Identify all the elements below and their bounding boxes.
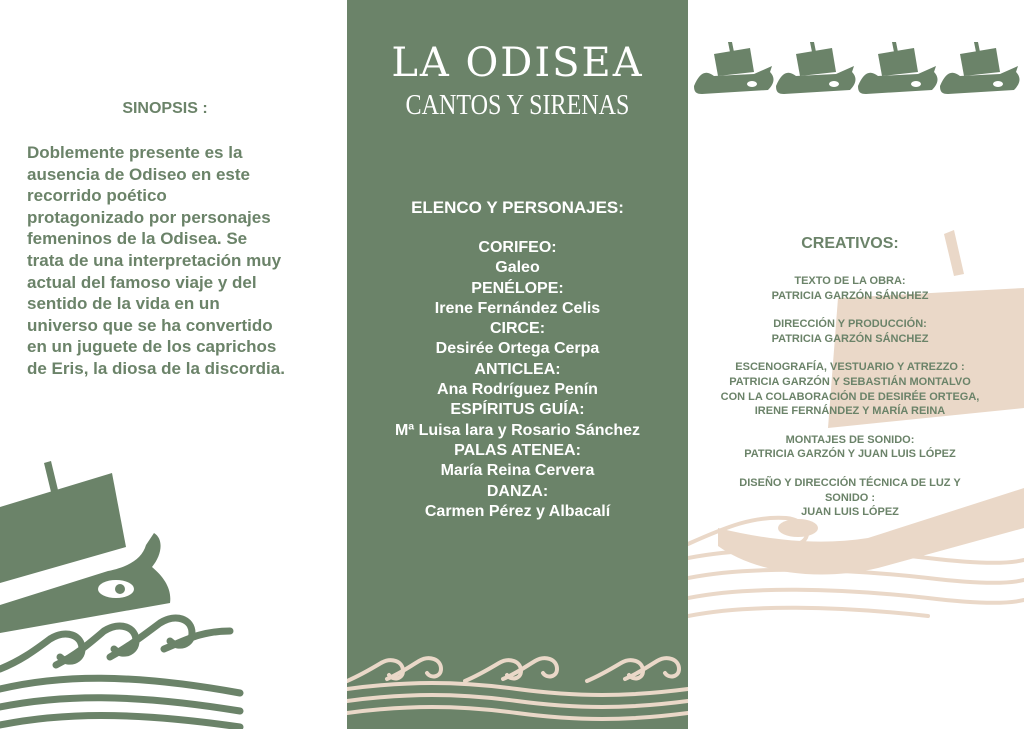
- sinopsis-line: sentido de la vida en un: [27, 294, 220, 314]
- credit-line: DIRECCIÓN Y PRODUCCIÓN:: [773, 318, 927, 331]
- cast-role: PALAS ATENEA:: [454, 441, 581, 459]
- credit-line: MONTAJES DE SONIDO:: [785, 433, 915, 446]
- credit-line: PATRICIA GARZÓN Y SEBASTIÁN MONTALVO: [729, 375, 971, 388]
- sinopsis-line: de Eris, la diosa de la discordia.: [27, 358, 285, 378]
- cast-role: CIRCE:: [489, 320, 546, 338]
- cast-role: ANTICLEA:: [474, 360, 561, 378]
- credit-line: DISEÑO Y DIRECCIÓN TÉCNICA DE LUZ Y: [739, 476, 961, 489]
- sinopsis-text: [27, 142, 319, 380]
- credit-block: [688, 476, 1012, 520]
- sinopsis-line: en un juguete de los caprichos: [27, 337, 277, 357]
- cast-actor: Carmen Pérez y Albacalí: [424, 502, 611, 520]
- credit-line: JUAN LUIS LÓPEZ: [801, 506, 899, 519]
- sinopsis-line: trata de una interpretación muy: [27, 250, 282, 270]
- sinopsis-line: protagonizado por personajes: [27, 207, 271, 227]
- sinopsis-line: universo que se ha convertido: [27, 315, 273, 335]
- credit-line: IRENE FERNÁNDEZ Y MARÍA REINA: [754, 405, 946, 418]
- credit-line: CON LA COLABORACIÓN DE DESIRÉE ORTEGA,: [720, 390, 980, 403]
- ship-icon: [940, 42, 1020, 94]
- cast-actor: Mª Luisa lara y Rosario Sánchez: [394, 421, 641, 439]
- cast-role: ESPÍRITUS GUÍA:: [450, 401, 585, 419]
- wave-pattern: [347, 655, 688, 729]
- cast-actor: Ana Rodríguez Penín: [437, 381, 598, 399]
- credit-line: TEXTO DE LA OBRA:: [794, 275, 906, 287]
- ships-row: [694, 42, 1024, 100]
- credit-line: PATRICIA GARZÓN Y JUAN LUIS LÓPEZ: [744, 448, 956, 461]
- sinopsis-title: SINOPSIS :: [122, 100, 208, 117]
- ship-icon: [776, 42, 856, 94]
- cast-actor: María Reina Cervera: [440, 462, 595, 480]
- center-panel: [347, 0, 688, 729]
- creativos-title: CREATIVOS:: [801, 235, 899, 252]
- cast-actor: Irene Fernández Celis: [434, 299, 601, 317]
- cast-role: DANZA:: [486, 482, 549, 500]
- cast-actor: Galeo: [495, 259, 540, 277]
- page-subtitle: CANTOS Y SIRENAS: [405, 90, 630, 121]
- credit-block: [688, 433, 1012, 462]
- sinopsis-line: femeninos de la Odisea. Se: [27, 229, 248, 249]
- credit-line: PATRICIA GARZÓN SÁNCHEZ: [771, 289, 929, 302]
- cast-actor: Desirée Ortega Cerpa: [435, 340, 600, 358]
- ship-icon: [858, 42, 938, 94]
- ship-icon: [0, 455, 250, 729]
- cast-list: [347, 238, 688, 522]
- page-title: LA ODISEA: [391, 40, 644, 86]
- sinopsis-line: ausencia de Odiseo en este: [27, 164, 250, 184]
- credit-line: SONIDO :: [824, 491, 876, 504]
- credit-block: [688, 360, 1012, 418]
- cast-title: ELENCO Y PERSONAJES:: [411, 198, 624, 217]
- sinopsis-line: recorrido poético: [27, 186, 167, 206]
- credit-block: [688, 274, 1012, 303]
- cast-role: PENÉLOPE:: [471, 279, 564, 297]
- sinopsis-line: actual del famoso viaje y del: [27, 272, 257, 292]
- credit-block: [688, 317, 1012, 346]
- ship-icon: [694, 42, 774, 94]
- cast-role: CORIFEO:: [478, 239, 557, 256]
- creativos-list: [688, 274, 1012, 534]
- credit-line: PATRICIA GARZÓN SÁNCHEZ: [771, 332, 929, 345]
- sinopsis-line: Doblemente presente es la: [27, 143, 243, 162]
- credit-line: ESCENOGRAFÍA, VESTUARIO Y ATREZZO :: [735, 361, 965, 374]
